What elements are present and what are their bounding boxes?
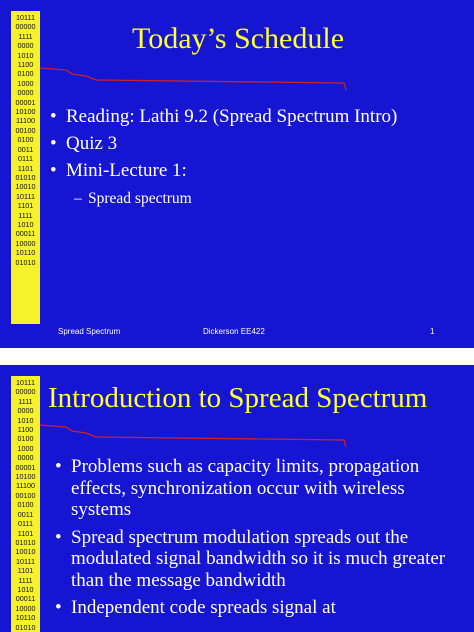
bullet-item: • Mini-Lecture 1:: [50, 158, 397, 183]
binary-code: 00100: [15, 125, 36, 135]
bullet-item: • Quiz 3: [50, 131, 397, 156]
binary-code: 01010: [15, 622, 36, 632]
binary-code: 10100: [15, 107, 36, 117]
binary-code: 1101: [17, 528, 34, 538]
binary-code: 0011: [17, 144, 34, 154]
bullet-list: [50, 104, 397, 213]
footer-left: Spread Spectrum: [58, 327, 121, 336]
binary-code: 00100: [15, 490, 36, 500]
footer-page-number: 1: [430, 327, 435, 336]
binary-code: 10111: [16, 13, 35, 22]
binary-code: 1101: [17, 163, 34, 173]
bullet-item: • Spread spectrum modulation spreads out the modulated signal bandwidth so it is much greater than the message bandwidth: [55, 527, 465, 592]
binary-code: 10000: [15, 238, 36, 248]
binary-code: 10111: [16, 378, 35, 387]
binary-code: 10100: [15, 472, 36, 482]
binary-code: 0100: [17, 500, 34, 510]
binary-code: 10111: [16, 556, 35, 566]
binary-code: 00001: [15, 97, 36, 107]
binary-code: 1010: [17, 50, 34, 60]
binary-code: 10000: [15, 603, 36, 613]
binary-code: 0000: [17, 453, 34, 463]
slide-title: Today’s Schedule: [132, 22, 345, 55]
slide-2: [0, 365, 474, 632]
binary-code: 00000: [15, 387, 36, 397]
binary-code: 1010: [17, 415, 34, 425]
sub-bullet-item: – Spread spectrum: [50, 186, 397, 211]
bullet-item: • Problems such as capacity limits, propagation effects, synchronization occur with wireless systems: [55, 456, 465, 521]
binary-code: 1000: [17, 78, 34, 88]
binary-code: 0100: [17, 135, 34, 145]
binary-code: 01010: [15, 257, 36, 267]
binary-code: 01010: [15, 537, 36, 547]
binary-code: 1101: [17, 201, 34, 211]
binary-code: 0100: [17, 69, 34, 79]
slide-title: Introduction to Spread Spectrum: [48, 382, 428, 414]
binary-code: 10010: [15, 547, 36, 557]
binary-code: 00011: [15, 229, 36, 239]
binary-code: 00000: [15, 22, 36, 32]
footer-center: Dickerson EE422: [203, 327, 265, 336]
binary-code: 0000: [17, 41, 34, 51]
binary-code: 11100: [16, 116, 35, 126]
bullet-list: [55, 456, 465, 625]
binary-code: 1100: [17, 425, 34, 435]
binary-code: 0111: [18, 519, 33, 529]
binary-code: 01010: [15, 172, 36, 182]
binary-code: 0111: [18, 154, 33, 164]
binary-code: 10010: [15, 182, 36, 192]
binary-code: 1101: [17, 566, 34, 576]
binary-code: 1100: [17, 60, 34, 70]
binary-code: 1000: [17, 443, 34, 453]
bullet-item: • Reading: Lathi 9.2 (Spread Spectrum Intro): [50, 104, 397, 129]
binary-code: 00011: [15, 594, 36, 604]
binary-code: 10111: [16, 191, 35, 201]
binary-code: 11100: [16, 481, 35, 491]
binary-code: 00001: [15, 462, 36, 472]
binary-code: 0000: [17, 88, 34, 98]
binary-code: 1111: [18, 210, 33, 220]
bullet-item: • Independent code spreads signal at: [55, 597, 465, 619]
binary-code: 1111: [18, 396, 33, 406]
binary-code: 1010: [17, 584, 34, 594]
binary-code: 10110: [15, 248, 36, 258]
binary-code: 10110: [15, 613, 36, 623]
binary-code: 1010: [17, 219, 34, 229]
binary-code: 0000: [17, 406, 34, 416]
binary-code: 0011: [17, 509, 34, 519]
binary-code: 1111: [18, 575, 33, 585]
binary-code: 1111: [18, 31, 33, 41]
binary-code: 0100: [17, 434, 34, 444]
